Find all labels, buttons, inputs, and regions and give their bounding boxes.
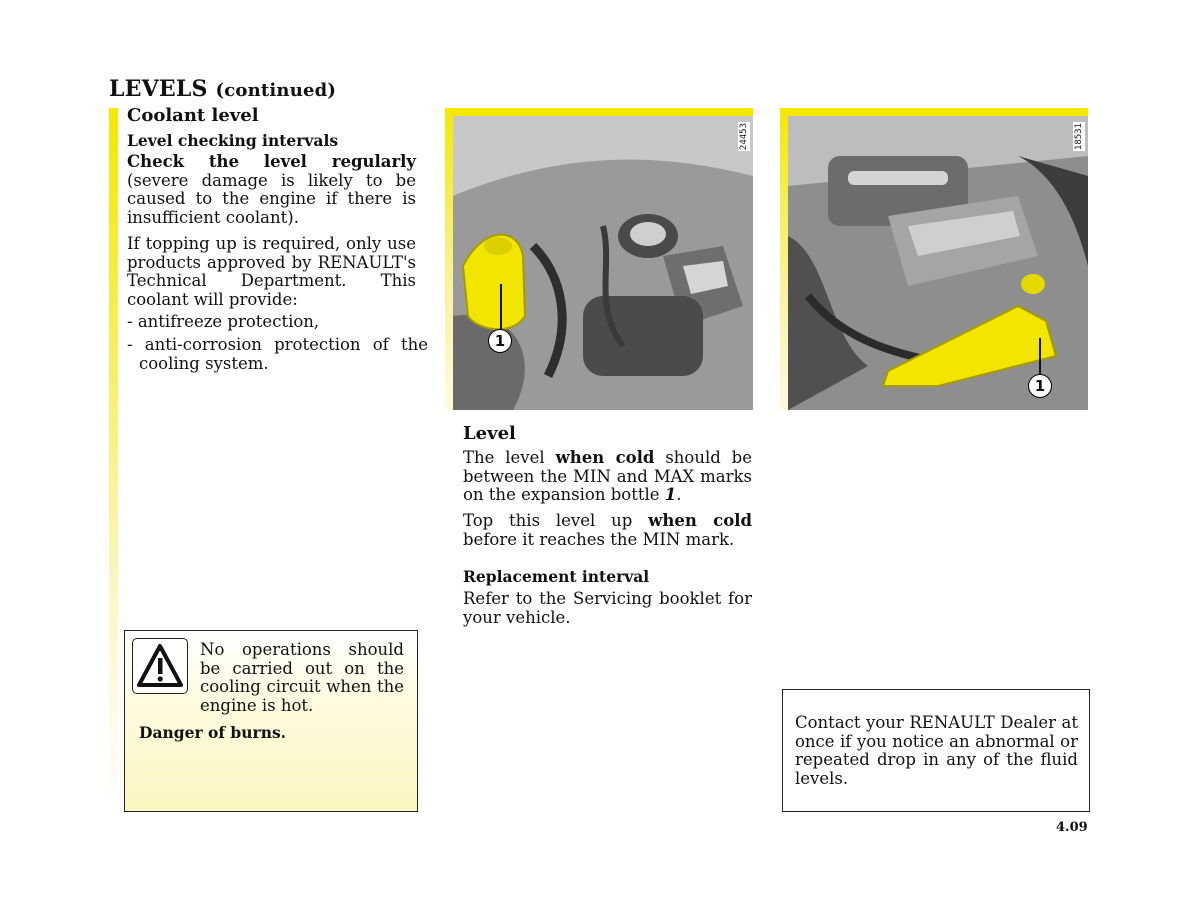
bullet-item: - anti-corrosion protection of the cooling system.: [127, 335, 428, 373]
warning-text: No operations should be carried out on the cooling circuit when the engine is hot.: [200, 640, 404, 715]
photo-reference-code: 18531: [1074, 123, 1084, 151]
topup-text: before it reaches the MIN mark.: [463, 529, 735, 549]
photo-accent-top: [780, 108, 1088, 116]
level-paragraph: [463, 449, 752, 505]
page-number: 4.09: [1056, 820, 1088, 835]
photo-accent-top: [445, 108, 753, 116]
bottle-reference: 1: [664, 485, 677, 504]
topup-text: Top this level up: [463, 511, 649, 530]
engine-photo-right: [788, 116, 1088, 410]
warning-triangle-icon: [132, 638, 188, 694]
interval-heading: Level checking intervals: [127, 131, 339, 150]
check-bold-text: Check the level regularly: [127, 152, 416, 171]
level-bold-text: when cold: [555, 448, 655, 467]
engine-photo-left-frame: [445, 108, 753, 410]
topping-paragraph: If topping up is required, only use products approved by RENAULT's Technical Department. This coolant will provide:: [127, 234, 416, 309]
replacement-text: Refer to the Servicing booklet for your vehicle.: [463, 589, 752, 627]
callout-marker: 1: [488, 329, 512, 353]
photo-accent-left: [780, 108, 788, 410]
topup-paragraph: [463, 512, 752, 549]
contact-note-box: [782, 689, 1090, 812]
page-title-continued: (continued): [215, 80, 337, 101]
level-text: .: [676, 485, 682, 504]
engine-photo-right-frame: [780, 108, 1088, 410]
section-accent-bar: [109, 108, 118, 808]
level-heading: Level: [463, 423, 516, 444]
check-rest-text: (severe damage is likely to be caused to the engine if there is insufficient coolant).: [127, 170, 416, 227]
level-text: The level: [463, 448, 556, 467]
page-title-main: LEVELS: [109, 76, 208, 102]
photo-reference-code: 24453: [739, 123, 749, 151]
section-title: Coolant level: [127, 105, 259, 126]
contact-note-text: Contact your RENAULT Dealer at once if you notice an abnormal or repeated drop in any of the fluid levels.: [795, 713, 1078, 788]
level-text: should be between the MIN and MAX marks on the expansion bottle: [463, 448, 753, 504]
check-paragraph: [127, 153, 416, 227]
replacement-heading: Replacement interval: [463, 567, 650, 586]
warning-danger-text: Danger of burns.: [139, 723, 287, 742]
warning-box: [124, 630, 418, 812]
photo-accent-left: [445, 108, 453, 410]
bullet-item: - antifreeze protection,: [127, 312, 320, 331]
page-title: [109, 76, 336, 102]
callout-marker: 1: [1028, 374, 1052, 398]
topup-bold-text: when cold: [648, 511, 753, 530]
engine-photo-left: [453, 116, 753, 410]
